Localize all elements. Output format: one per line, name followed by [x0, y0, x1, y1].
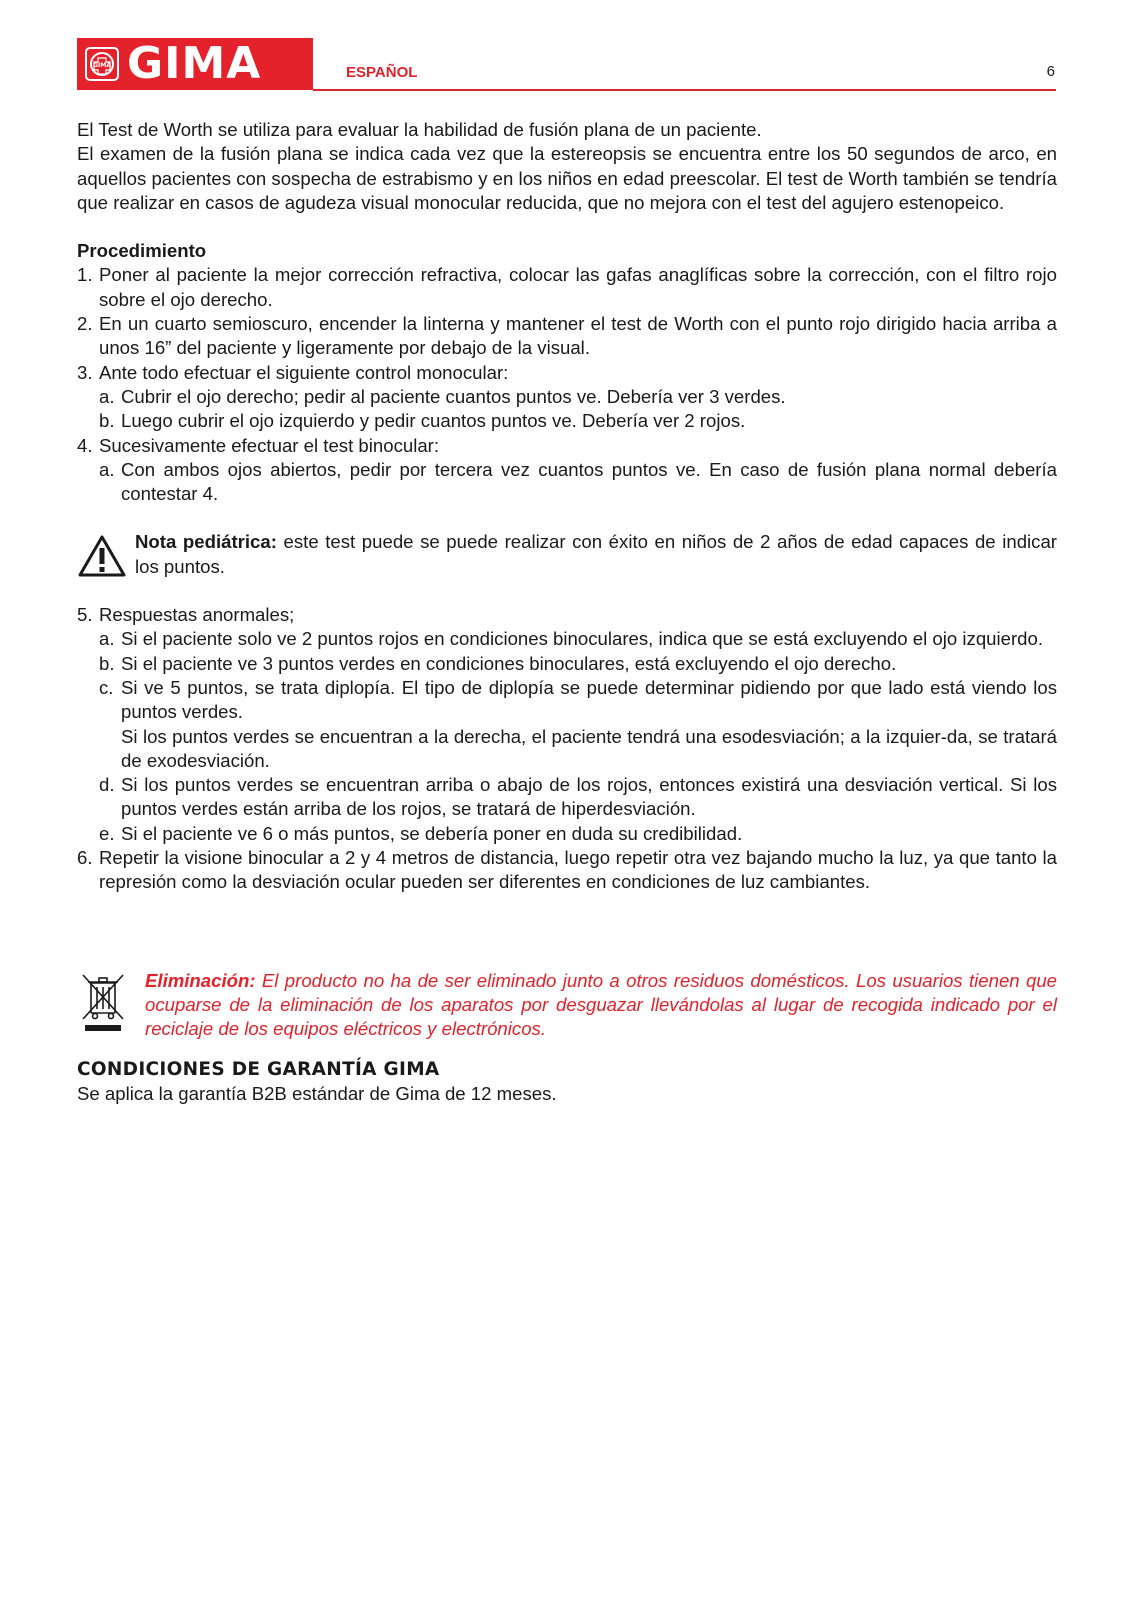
- sub-list-text: Cubrir el ojo derecho; pedir al paciente cuantos puntos ve. Debería ver 3 verdes.: [121, 385, 786, 407]
- page-number: 6: [1046, 63, 1055, 80]
- list-item: [77, 846, 1057, 895]
- disposal-label: Eliminación:: [145, 969, 256, 991]
- sub-list-item: [77, 822, 1057, 846]
- list-item: [77, 361, 1057, 385]
- sub-list-letter: b.: [99, 410, 115, 432]
- gima-emblem-icon: [85, 47, 119, 81]
- list-text: Respuestas anormales;: [99, 604, 295, 626]
- sub-list-item: [77, 676, 1057, 725]
- header-divider: [313, 89, 1056, 91]
- sub-list-text: Si ve 5 puntos, se trata diplopía. El tipo de diplopía se puede determinar pidiendo por que lado está viendo los puntos verdes.: [121, 676, 1057, 723]
- list-text: Repetir la visione binocular a 2 y 4 metros de distancia, luego repetir otra vez bajando mucho la luz, ya que tanto la represión como la desviación ocular pueden ser diferentes en condiciones de luz cambiantes.: [99, 847, 1057, 893]
- sub-list-text: Si el paciente ve 6 o más puntos, se debería poner en duda su credibilidad.: [121, 822, 743, 844]
- warranty-text: Se aplica la garantía B2B estándar de Gima de 12 meses.: [77, 1082, 557, 1104]
- sub-list-letter: b.: [99, 652, 115, 674]
- sub-list-item: [77, 385, 1057, 409]
- list-number: 2.: [77, 313, 93, 335]
- sub-list-letter: a.: [99, 385, 115, 407]
- disposal-notice: [77, 969, 1057, 1042]
- sub-list-text: Con ambos ojos abiertos, pedir por tercera vez cuantos puntos ve. En caso de fusión plana normal debería contestar 4.: [121, 458, 1057, 505]
- sub-list-text: Si el paciente solo ve 2 puntos rojos en condiciones binoculares, indica que se está excluyendo el ojo izquierdo.: [121, 628, 1044, 650]
- sub-list-item: [77, 652, 1057, 676]
- list-item: [77, 603, 1057, 627]
- sub-list-item: [77, 627, 1057, 651]
- emblem-text: GIMA: [93, 62, 111, 69]
- language-label: ESPAÑOL: [346, 64, 418, 81]
- list-text: Sucesivamente efectuar el test binocular:: [99, 434, 440, 456]
- sub-list-item: [77, 773, 1057, 822]
- sub-list-continuation: Si los puntos verdes se encuentran a la derecha, el paciente tendrá una esodesviación; a la izquier-da, se tratará de exodesviación.: [121, 725, 1057, 771]
- intro-paragraph-1: El Test de Worth se utiliza para evaluar la habilidad de fusión plana de un paciente.: [77, 119, 762, 140]
- note-text: este test puede se puede realizar con éxito en niños de 2 años de edad capaces de indicar los puntos.: [135, 531, 1057, 577]
- list-item: [77, 312, 1057, 361]
- list-text: Poner al paciente la mejor corrección refractiva, colocar las gafas anaglíficas sobre la corrección, con el filtro rojo sobre el ojo derecho.: [99, 264, 1057, 310]
- list-text: Ante todo efectuar el siguiente control monocular:: [99, 361, 509, 383]
- pediatric-note: [77, 530, 1057, 579]
- gima-logo: [77, 38, 313, 90]
- sub-list-letter: a.: [99, 458, 115, 480]
- warranty-heading: CONDICIONES DE GARANTÍA GIMA: [77, 1058, 440, 1080]
- sub-list-letter: d.: [99, 774, 115, 796]
- sub-list-text: Si los puntos verdes se encuentran arriba o abajo de los rojos, entonces existirá una desviación vertical. Si los puntos verdes están arriba de los rojos, se tratará de hiperdesviación.: [121, 774, 1057, 820]
- sub-list-letter: a.: [99, 628, 115, 650]
- sub-list-letter: e.: [99, 822, 115, 844]
- document-body: [77, 118, 1057, 1106]
- list-number: 1.: [77, 264, 93, 286]
- sub-list-text: Luego cubrir el ojo izquierdo y pedir cuantos puntos ve. Debería ver 2 rojos.: [121, 410, 746, 432]
- sub-list-item: [77, 409, 1057, 433]
- list-number: 3.: [77, 361, 93, 383]
- sub-list-letter: c.: [99, 676, 114, 698]
- list-item: [77, 434, 1057, 458]
- brand-name: GIMA: [127, 38, 262, 89]
- sub-list-text: Si el paciente ve 3 puntos verdes en condiciones binoculares, está excluyendo el ojo derecho.: [121, 652, 897, 674]
- list-item: [77, 263, 1057, 312]
- note-label: Nota pediátrica:: [135, 531, 277, 553]
- procedure-heading: Procedimiento: [77, 240, 207, 262]
- list-number: 5.: [77, 604, 93, 626]
- disposal-text: El producto no ha de ser eliminado junto a otros residuos domésticos. Los usuarios tienen que ocuparse de la eliminación de los aparatos por desguazar llevándolas al lugar de recogida indicado por el reciclaje de los equipos eléctricos y electrónicos.: [145, 969, 1057, 1040]
- intro-paragraph-2: El examen de la fusión plana se indica cada vez que la estereopsis se encuentra entre los 50 segundos de arco, en aquellos pacientes con sospecha de estrabismo y en los niños en edad preescolar. El test de Worth también se tendría que realizar en casos de agudeza visual monocular reducida, que no mejora con el test del agujero estenopeico.: [77, 143, 1057, 213]
- list-number: 6.: [77, 847, 93, 869]
- list-text: En un cuarto semioscuro, encender la linterna y mantener el test de Worth con el punto rojo dirigido hacia arriba a unos 16” del paciente y ligeramente por debajo de la visual.: [99, 313, 1057, 359]
- sub-list-item: [77, 458, 1057, 507]
- list-number: 4.: [77, 434, 93, 456]
- crossed-bin-icon: [77, 971, 129, 1033]
- warning-triangle-icon: [77, 534, 127, 578]
